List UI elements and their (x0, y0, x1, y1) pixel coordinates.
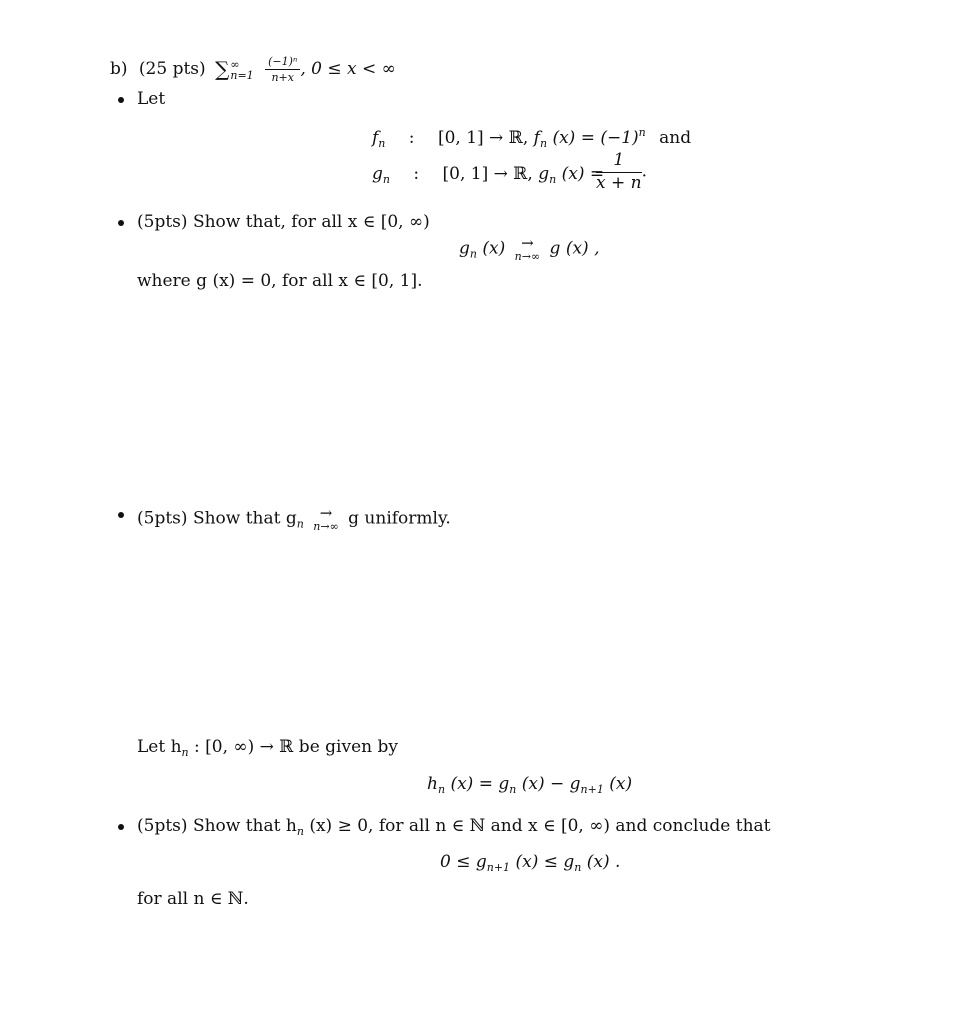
item3-display (440, 854, 620, 873)
h-display-mid2: (x) − g (521, 774, 581, 794)
f-rhs-sup: n (638, 126, 646, 139)
part-points: (25 pts) (138, 59, 206, 79)
g-map: [0, 1] → ℝ, (442, 164, 533, 184)
item2-text: Show that g (192, 508, 297, 529)
series-condition: , 0 ≤ x < ∞ (300, 59, 396, 79)
sum-lower: n=1 (230, 68, 254, 82)
h-display-mid: (x) = g (450, 774, 510, 794)
g-fraction (596, 152, 647, 192)
item1-arrow: → (521, 234, 534, 252)
item1-left: g (459, 238, 470, 259)
item1-left-arg: (x) (482, 238, 506, 259)
f-name: f (372, 128, 379, 148)
f-sub: n (378, 137, 386, 150)
sum-symbol: ∑ (215, 57, 230, 81)
part-header (110, 56, 396, 83)
item3-display-c: (x) . (586, 852, 621, 872)
item2-line (137, 506, 451, 532)
h-intro-rest: : [0, ∞) → ℝ be given by (194, 737, 398, 757)
h-intro-sub: n (181, 746, 189, 759)
f-colon: : (408, 128, 415, 148)
g-rhs: (x) = (561, 164, 605, 184)
f-map: [0, 1] → ℝ, (437, 128, 529, 148)
item1-left-sub: n (469, 247, 477, 261)
item1-after: where g (x) = 0, for all x ∈ [0, 1]. (137, 271, 423, 291)
item1-points: (5pts) (137, 212, 188, 232)
bullet-item2 (118, 512, 124, 518)
item3-line (137, 818, 771, 837)
f-sub-2: n (539, 137, 548, 150)
h-display-sub3: n+1 (580, 783, 604, 796)
item1-arrow-under: n→∞ (514, 250, 541, 263)
bullet-item1 (118, 220, 124, 226)
g-sub-2: n (549, 173, 557, 186)
item1-line (137, 214, 430, 231)
g-definition (372, 166, 604, 185)
h-display-sub: n (437, 783, 446, 796)
item1-limit-arrow (515, 236, 540, 262)
g-sub: n (382, 173, 390, 186)
item1-display (459, 236, 599, 262)
item3-points: (5pts) (137, 816, 188, 836)
h-intro-text: Let h (137, 737, 182, 757)
item2-arrow: → (319, 504, 333, 522)
item2-points: (5pts) (137, 508, 188, 529)
g-name-2: g (538, 164, 550, 184)
g-frac-den: x + n (596, 173, 642, 193)
item2-text-sub: n (296, 517, 304, 531)
item3-text-b: (x) ≥ 0, for all n ∈ ℕ and x ∈ [0, ∞) and conclude that (309, 816, 771, 836)
g-frac-num: 1 (596, 152, 642, 173)
g-end: . (641, 161, 647, 182)
bullet-item3 (118, 824, 124, 830)
series-expression (215, 55, 396, 84)
let-text: Let (137, 89, 166, 109)
f-name-2: f (533, 128, 540, 148)
sum-upper: ∞ (230, 57, 240, 71)
item3-display-sub1: n+1 (486, 861, 511, 874)
h-display-sub2: n (509, 783, 517, 796)
item2-text-end: g uniformly. (348, 508, 451, 529)
item3-after: for all n ∈ ℕ. (137, 889, 249, 909)
series-denominator: n+x (271, 71, 294, 84)
h-display-h: h (427, 774, 438, 794)
h-display-end: (x) (609, 774, 633, 794)
item2-arrow-under: n→∞ (313, 520, 339, 533)
g-colon: : (413, 164, 420, 184)
h-intro (137, 739, 398, 758)
item3-display-sub2: n (574, 861, 582, 874)
item1-right: g (x) , (549, 238, 600, 259)
h-display (427, 776, 632, 795)
item2-limit-arrow (313, 506, 338, 532)
item3-text-a-sub: n (296, 825, 304, 838)
item3-display-b: (x) ≤ g (515, 852, 575, 872)
f-definition (372, 127, 691, 149)
series-numerator: (−1)ⁿ (265, 56, 300, 70)
g-name: g (372, 164, 383, 184)
f-rhs: (x) = (−1) (552, 128, 639, 148)
item3-text-a: Show that h (192, 816, 297, 836)
series-fraction (265, 56, 300, 83)
part-label: b) (110, 59, 128, 79)
and-word: and (659, 128, 692, 148)
item1-text: Show that, for all x ∈ [0, ∞) (192, 212, 430, 232)
bullet-let (118, 97, 124, 103)
item3-display-a: 0 ≤ g (440, 852, 487, 872)
